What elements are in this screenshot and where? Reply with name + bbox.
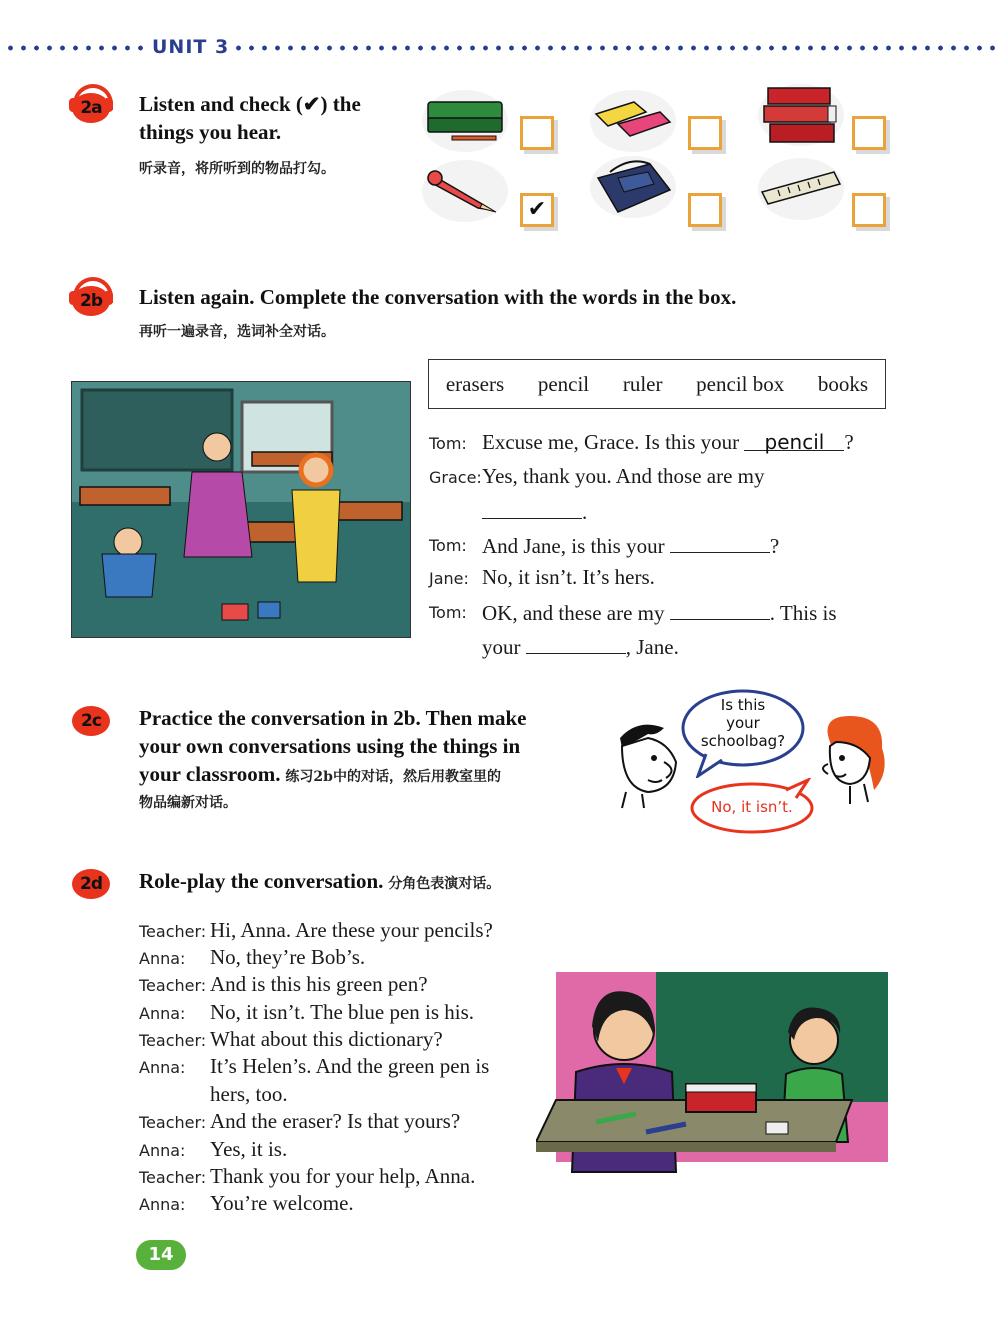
pencil-icon	[422, 160, 508, 222]
dialogue-line-2b	[482, 498, 587, 525]
word-erasers: erasers	[445, 371, 505, 396]
answer-blank-1[interactable]: pencil	[744, 430, 844, 451]
dialogue-2d-2: And is this his green pen?	[210, 972, 428, 996]
unit-title: UNIT 3	[152, 36, 230, 58]
dialogue-2d-7: And the eraser? Is that yours?	[210, 1109, 461, 1133]
instruction-2c-line3-zh: 练习2b中的对话，然后用教室里的	[280, 769, 501, 785]
speaker-tom-2: Tom:	[429, 536, 467, 555]
word-pencil-box: pencil box	[696, 371, 785, 396]
dialogue-line-4: No, it isn’t. It’s hers.	[482, 565, 655, 589]
speaker-grace: Grace:	[429, 468, 482, 487]
chinese-2b: 再听一遍录音，选词补全对话。	[139, 324, 335, 340]
dialogue-2d-9: Thank you for your help, Anna.	[210, 1164, 476, 1188]
instruction-2c-line4-zh: 物品编新对话。	[139, 795, 237, 811]
word-books: books	[817, 371, 869, 396]
speaker-2d-10: Anna:	[139, 1195, 186, 1214]
page-number: 14	[136, 1240, 186, 1270]
erasers-icon	[590, 90, 676, 152]
dialogue-2d-10: You’re welcome.	[210, 1191, 354, 1215]
question-bubble-text-2: your	[726, 714, 760, 732]
question-bubble-text-3: schoolbag?	[700, 732, 786, 750]
dialogue-line-5	[482, 599, 837, 626]
instruction-2d-text: Role-play the conversation.	[139, 869, 384, 893]
instruction-2a	[139, 90, 419, 146]
header-dots-right	[232, 44, 998, 52]
answer-blank-5[interactable]	[526, 633, 626, 654]
dialogue-line-6-end: , Jane.	[625, 635, 679, 659]
dialogue-line-3-end: ?	[769, 534, 780, 558]
speaker-2d-0: Teacher:	[139, 922, 207, 941]
instruction-2d	[139, 867, 500, 898]
schoolbag-icon	[590, 156, 676, 218]
instruction-2b: Listen again. Complete the conversation with the words in the box.	[139, 285, 737, 309]
dialogue-line-6	[482, 633, 679, 660]
dialogue-line-6-text: your	[482, 635, 521, 659]
chinese-2d: 分角色表演对话。	[383, 876, 501, 892]
dialogue-2d-8: Yes, it is.	[210, 1137, 288, 1161]
word-box	[428, 359, 886, 409]
speaker-jane: Jane:	[429, 569, 469, 588]
checkbox-books[interactable]	[852, 116, 886, 150]
girl-cartoon	[810, 712, 890, 806]
speaker-2d-9: Teacher:	[139, 1168, 207, 1187]
speaker-2d-3: Anna:	[139, 1004, 186, 1023]
word-pencil: pencil	[537, 371, 590, 396]
dialogue-line-3	[482, 532, 779, 559]
dialogue-line-1-end: ?	[844, 430, 854, 454]
instruction-2a-line1: Listen and check (✔) the	[139, 92, 361, 116]
answer-blank-2[interactable]	[482, 498, 582, 519]
classroom-illustration	[71, 381, 411, 638]
instruction-2a-line2: things you hear.	[139, 120, 282, 144]
ruler-icon	[758, 158, 844, 220]
checkbox-schoolbag[interactable]	[688, 193, 722, 227]
dialogue-line-5-end: . This is	[769, 601, 837, 625]
speaker-tom-1: Tom:	[429, 434, 467, 453]
books-icon	[758, 84, 844, 146]
dialogue-line-2: Yes, thank you. And those are my	[482, 464, 765, 488]
teacher-student-illustration	[536, 972, 888, 1184]
instruction-2c-line3-bold: your classroom.	[139, 762, 281, 786]
speaker-2d-8: Anna:	[139, 1141, 186, 1160]
speaker-2d-5: Anna:	[139, 1058, 186, 1077]
instruction-2c-line2: your own conversations using the things in	[139, 734, 521, 758]
dialogue-line-3-text: And Jane, is this your	[482, 534, 665, 558]
dialogue-2d-5: It’s Helen’s. And the green pen is	[210, 1054, 490, 1078]
instruction-2c-line1: Practice the conversation in 2b. Then make	[139, 706, 527, 730]
chinese-2a: 听录音，将所听到的物品打勾。	[139, 161, 335, 177]
checkbox-erasers[interactable]	[688, 116, 722, 150]
instruction-2c	[139, 704, 609, 815]
badge-2b: 2b	[72, 286, 110, 316]
dialogue-line-2-end: .	[582, 500, 588, 524]
question-bubble	[680, 688, 806, 778]
speaker-tom-3: Tom:	[429, 603, 467, 622]
dialogue-2d-4: What about this dictionary?	[210, 1027, 443, 1051]
question-bubble-text-1: Is this	[720, 696, 766, 714]
answer-bubble-text: No, it isn’t.	[711, 798, 793, 816]
dialogue-line-1	[482, 430, 854, 455]
speaker-2d-4: Teacher:	[139, 1031, 207, 1050]
boy-cartoon	[608, 718, 688, 810]
dialogue-2d-0: Hi, Anna. Are these your pencils?	[210, 918, 493, 942]
badge-2d: 2d	[72, 869, 110, 899]
header-dots-left	[4, 44, 144, 52]
word-ruler: ruler	[622, 371, 663, 396]
answer-bubble	[690, 778, 814, 834]
speaker-2d-7: Teacher:	[139, 1113, 207, 1132]
dialogue-2d-1: No, they’re Bob’s.	[210, 945, 366, 969]
question-bubble-text	[680, 696, 806, 750]
dialogue-2d-6: hers, too.	[210, 1082, 288, 1106]
speaker-2d-1: Anna:	[139, 949, 186, 968]
dialogue-line-5-text: OK, and these are my	[482, 601, 665, 625]
instruction-2c-line3	[139, 760, 609, 791]
badge-2c: 2c	[72, 706, 110, 736]
checkbox-pencil-box[interactable]	[520, 116, 554, 150]
checkbox-pencil[interactable]: ✔	[520, 193, 554, 227]
answer-blank-3[interactable]	[670, 532, 770, 553]
speaker-2d-2: Teacher:	[139, 976, 207, 995]
pencil-box-icon	[422, 90, 508, 152]
checkbox-ruler[interactable]	[852, 193, 886, 227]
dialogue-2d-3: No, it isn’t. The blue pen is his.	[210, 1000, 475, 1024]
answer-blank-4[interactable]	[670, 599, 770, 620]
dialogue-line-1-text: Excuse me, Grace. Is this your	[482, 430, 740, 454]
badge-2a: 2a	[72, 93, 110, 123]
